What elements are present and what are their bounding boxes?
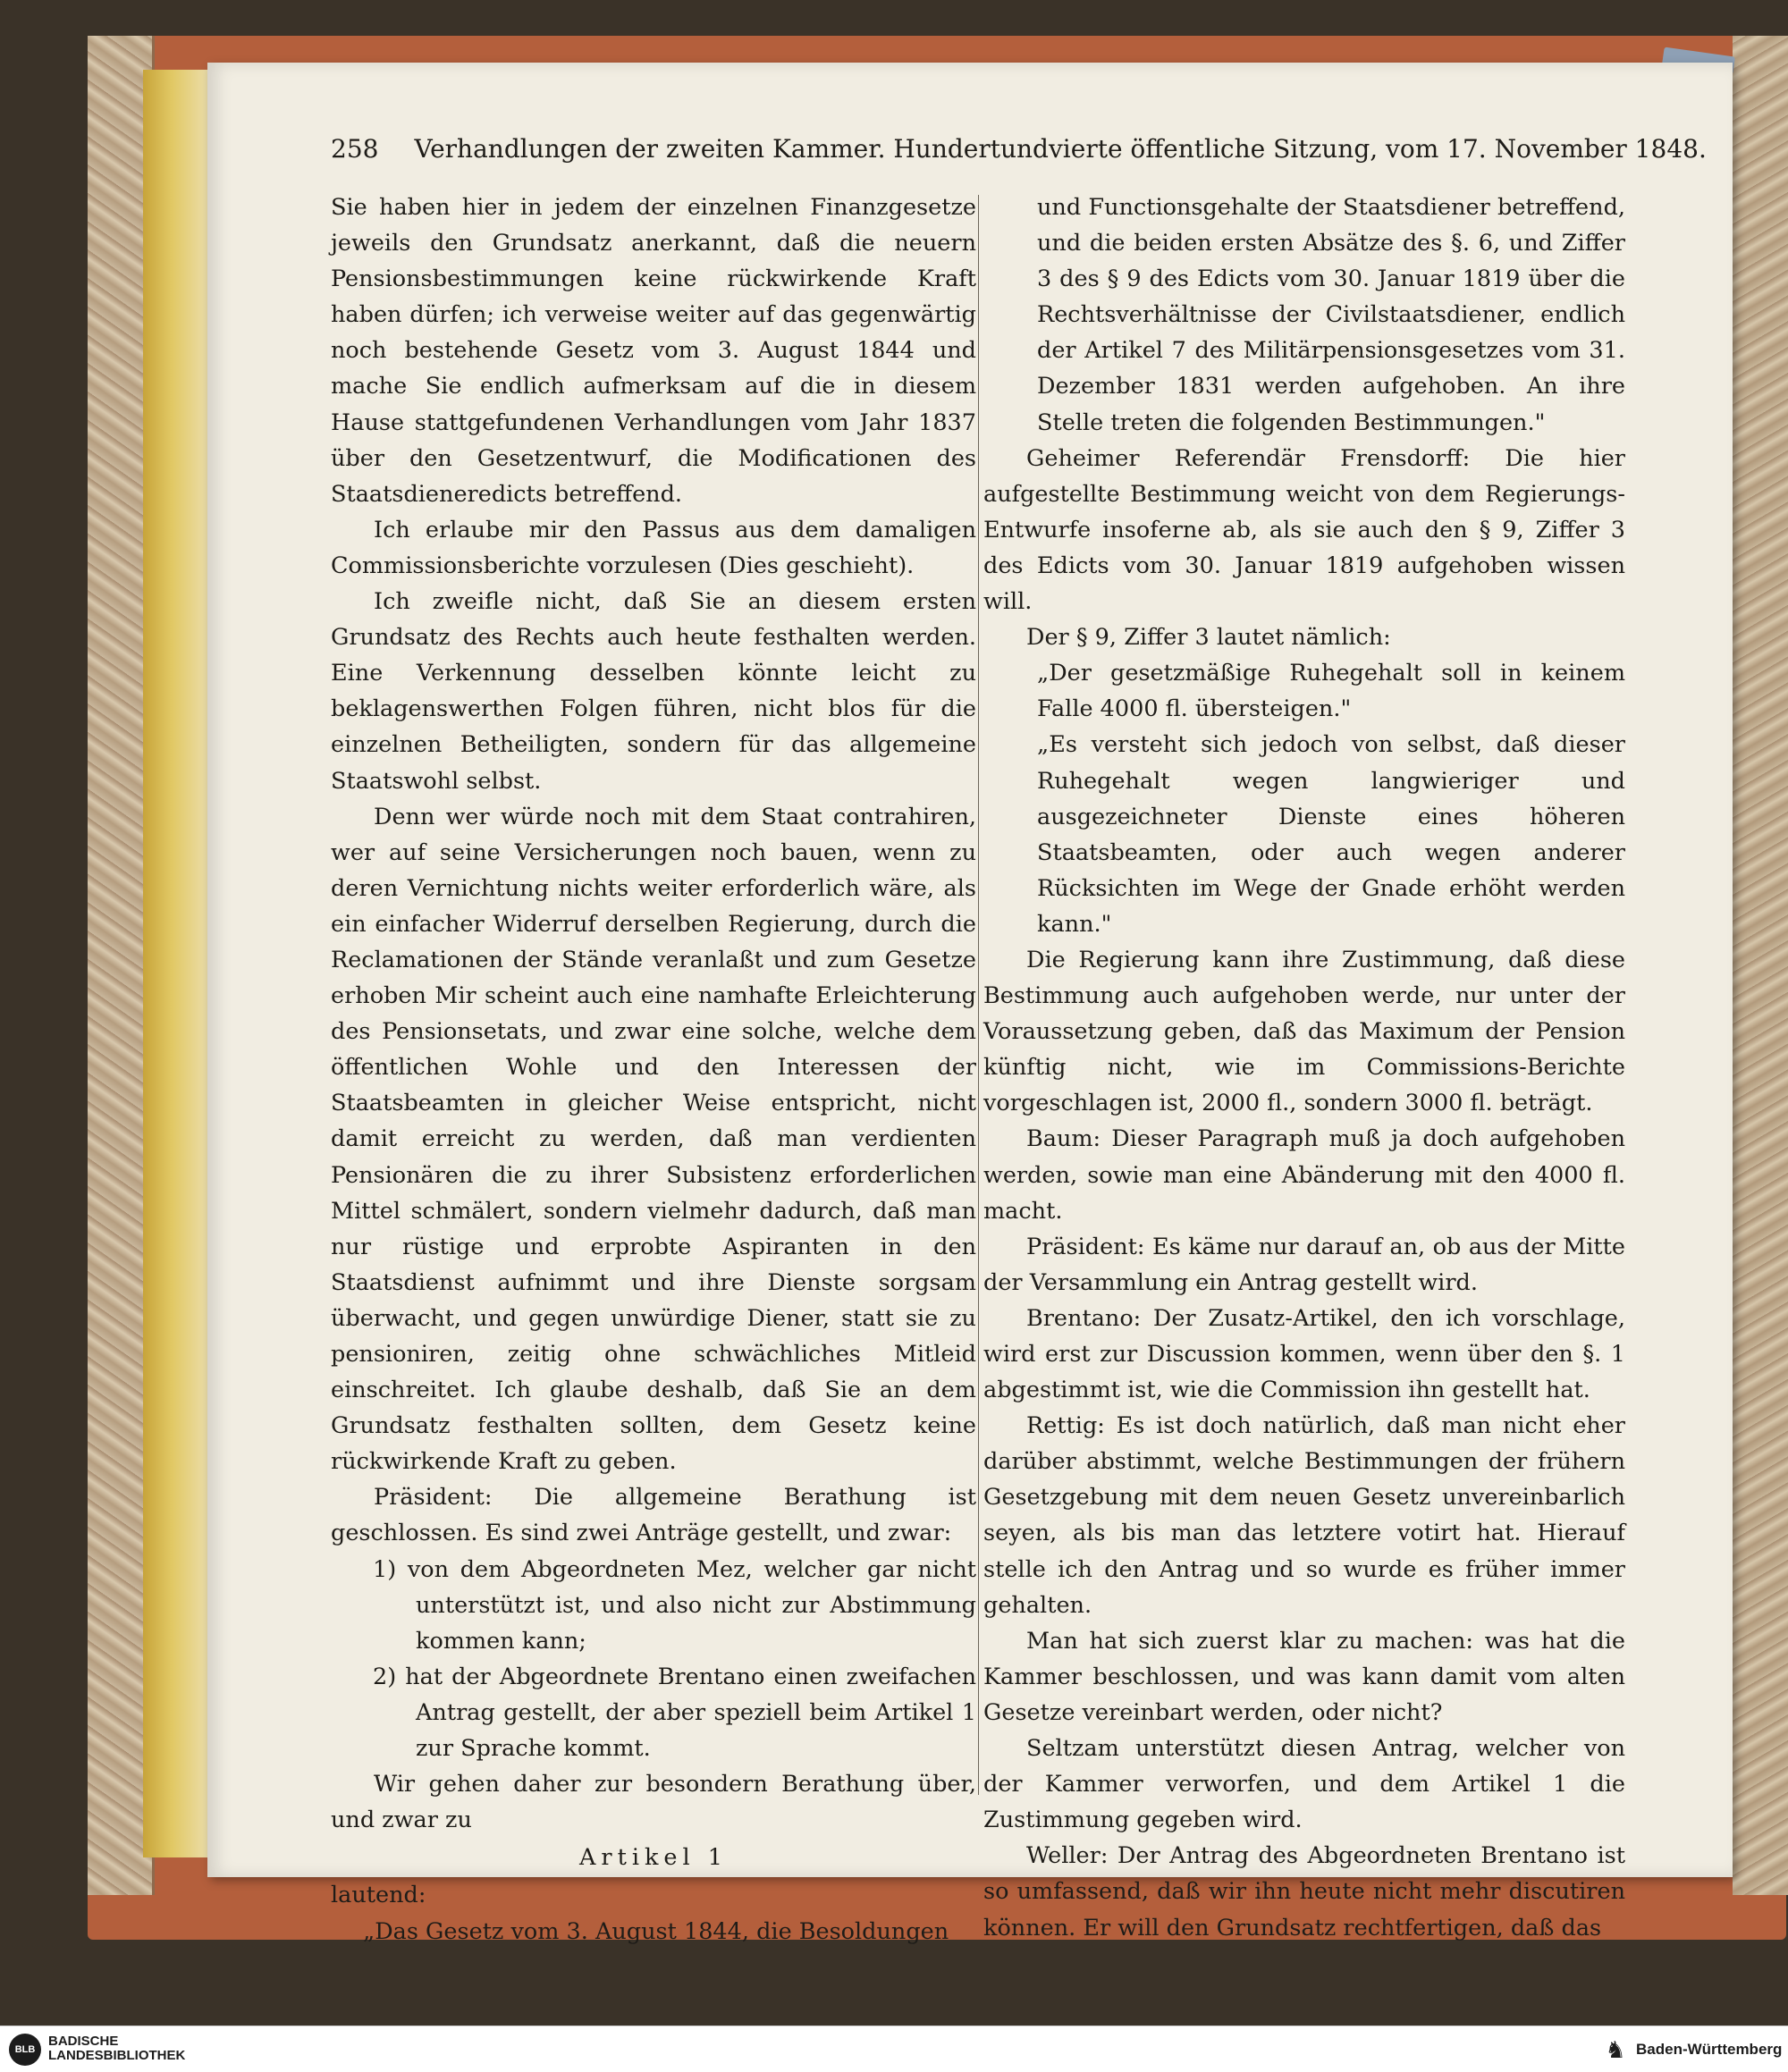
running-header xyxy=(331,134,1707,175)
list-item: 1) von dem Abgeordneten Mez, welcher gar nicht unterstützt ist, und also nicht zur Abstimmung kommen kann; xyxy=(373,1555,976,1655)
page-number: 258 xyxy=(331,134,379,164)
paragraph: Ich erlaube mir den Passus aus dem damaligen Commissionsberichte vorzulesen (Dies geschieht). xyxy=(331,516,976,579)
paragraph: Die Regierung kann ihre Zustimmung, daß diese Bestimmung auch aufgehoben werde, nur unter der Voraussetzung geben, daß das Maximum der Pension künftig nicht, wie im Commissions-Berichte vorgeschlagen ist, 2000 fl., sondern 3000 fl. beträgt. xyxy=(983,946,1625,1117)
paragraph: Der § 9, Ziffer 3 lautet nämlich: xyxy=(1026,624,1391,652)
left-column xyxy=(331,190,976,1950)
paragraph-president: Präsident: Die allgemeine Berathung ist geschlossen. Es sind zwei Anträge gestellt, und zwar: xyxy=(331,1484,976,1547)
paragraph: Denn wer würde noch mit dem Staat contrahiren, wer auf seine Versicherungen noch bauen, wenn zu deren Vernichtung nichts weiter erforderlich wäre, als ein einfacher Widerruf derselben Regierung, durch die Reclamationen der Stände veranlaßt und zum Gesetze erhoben Mir scheint auch eine namhafte Erleichterung des Pensionsetats, und zwar eine solche, welche dem öffentlichen Wohle und den Interessen der Staatsbeamten in gleicher Weise entspricht, nicht damit erreicht zu werden, daß man verdienten Pensionären die zu ihrer Subsistenz erforderlichen Mittel schmälert, sondern vielmehr dadurch, daß man nur rüstige und erprobte Aspiranten in den Staatsdienst aufnimmt und ihre Dienste sorgsam überwacht, und gegen unwürdige Diener, statt sie zu pensioniren, zeitig ohne schwächliches Mitleid einschreitet. Ich glaube deshalb, daß Sie an dem Grundsatz festhalten sollten, dem Gesetz keine rückwirkende Kraft zu geben. xyxy=(331,803,976,1476)
library-name[interactable] xyxy=(48,2034,185,2063)
paragraph: lautend: xyxy=(331,1882,426,1909)
paragraph: Brentano: Der Zusatz-Artikel, den ich vorschlage, wird erst zur Discussion kommen, wenn über den §. 1 abgestimmt ist, wie die Commission ihn gestellt hat. xyxy=(983,1304,1625,1404)
paragraph: Weller: Der Antrag des Abgeordneten Brentano ist so umfassend, daß wir ihn heute nicht mehr discutiren können. Er will den Grundsatz rechtfertigen, daß das xyxy=(983,1842,1625,1941)
right-column xyxy=(983,190,1625,1946)
state-name[interactable]: Baden-Württemberg xyxy=(1636,2041,1783,2058)
paragraph: Baum: Dieser Paragraph muß ja doch aufgehoben werden, sowie man eine Abänderung mit den 4000 fl. macht. xyxy=(983,1125,1625,1225)
viewer-footer xyxy=(0,2026,1788,2072)
paragraph: Wir gehen daher zur besondern Berathung über, und zwar zu xyxy=(331,1771,976,1834)
paragraph: Man hat sich zuerst klar zu machen: was hat die Kammer beschlossen, und was kann damit vom alten Gesetze vereinbart werden, oder nicht? xyxy=(983,1627,1625,1726)
gilt-page-edge xyxy=(143,70,215,1857)
paragraph: Geheimer Referendär Frensdorff: Die hier aufgestellte Bestimmung weicht von dem Regierungs-Entwurfe insoferne ab, als sie auch den § 9, Ziffer 3 des Edicts vom 30. Januar 1819 aufgehoben wissen will. xyxy=(983,444,1625,616)
library-name-line1: BADISCHE xyxy=(48,2034,119,2049)
column-divider xyxy=(978,195,979,1795)
quotation: „Es versteht sich jedoch von selbst, daß dieser Ruhegehalt wegen langwieriger und ausgezeichneter Dienste eines höheren Staatsbeamten, oder auch wegen anderer Rücksichten im Wege der Gnade erhöht werden kann." xyxy=(1037,731,1625,938)
quotation: und Functionsgehalte der Staatsdiener betreffend, und die beiden ersten Absätze des §. 6, und Ziffer 3 des § 9 des Edicts vom 30. Januar 1819 über die Rechtsverhältnisse der Civilstaatsdiener, endlich der Artikel 7 des Militärpensionsgesetzes vom 31. Dezember 1831 werden aufgehoben. An ihre Stelle treten die folgenden Bestimmungen." xyxy=(1037,194,1625,436)
blb-logo-icon[interactable]: BLB xyxy=(9,2034,41,2066)
marbled-endpaper-right xyxy=(1733,36,1788,1895)
paragraph: Seltzam unterstützt diesen Antrag, welcher von der Kammer verworfen, und dem Artikel 1 die Zustimmung gegeben wird. xyxy=(983,1735,1625,1834)
paragraph: Sie haben hier in jedem der einzelnen Finanzgesetze jeweils den Grundsatz anerkannt, daß die neuern Pensionsbestimmungen keine rückwirkende Kraft haben dürfen; ich verweise weiter auf das gegenwärtig noch bestehende Gesetz vom 3. August 1844 und mache Sie endlich aufmerksam auf die in diesem Hause stattgefundenen Verhandlungen vom Jahr 1837 über den Gesetzentwurf, die Modificationen des Staatsdieneredicts betreffend. xyxy=(331,194,976,508)
article-heading: Artikel 1 xyxy=(578,1844,729,1872)
paragraph: Präsident: Es käme nur darauf an, ob aus der Mitte der Versammlung ein Antrag gestellt wird. xyxy=(983,1233,1625,1296)
state-coat-of-arms-icon: ♞ xyxy=(1605,2036,1626,2063)
quotation: „Der gesetzmäßige Ruhegehalt soll in keinem Falle 4000 fl. übersteigen." xyxy=(1037,660,1625,723)
paragraph: Rettig: Es ist doch natürlich, daß man nicht eher darüber abstimmt, welche Bestimmungen der frühern Gesetzgebung mit dem neuen Gesetz unvereinbarlich seyen, als bis man das letztere votirt hat. Hierauf stelle ich den Antrag und so wurde es früher immer gehalten. xyxy=(983,1412,1625,1619)
library-name-line2: LANDESBIBLIOTHEK xyxy=(48,2048,186,2063)
list-item: 2) hat der Abgeordnete Brentano einen zweifachen Antrag gestellt, der aber speziell beim Artikel 1 zur Sprache kommt. xyxy=(373,1663,976,1763)
running-title: Verhandlungen der zweiten Kammer. Hundertundvierte öffentliche Sitzung, vom 17. November 1848. xyxy=(414,134,1707,164)
paragraph: Ich zweifle nicht, daß Sie an diesem ersten Grundsatz des Rechts auch heute festhalten werden. Eine Verkennung desselben könnte leicht zu beklagenswerthen Folgen führen, nicht blos für die einzelnen Betheiligten, sondern für das allgemeine Staatswohl selbst. xyxy=(331,588,976,795)
quotation: „Das Gesetz vom 3. August 1844, die Besoldungen xyxy=(363,1917,949,1945)
